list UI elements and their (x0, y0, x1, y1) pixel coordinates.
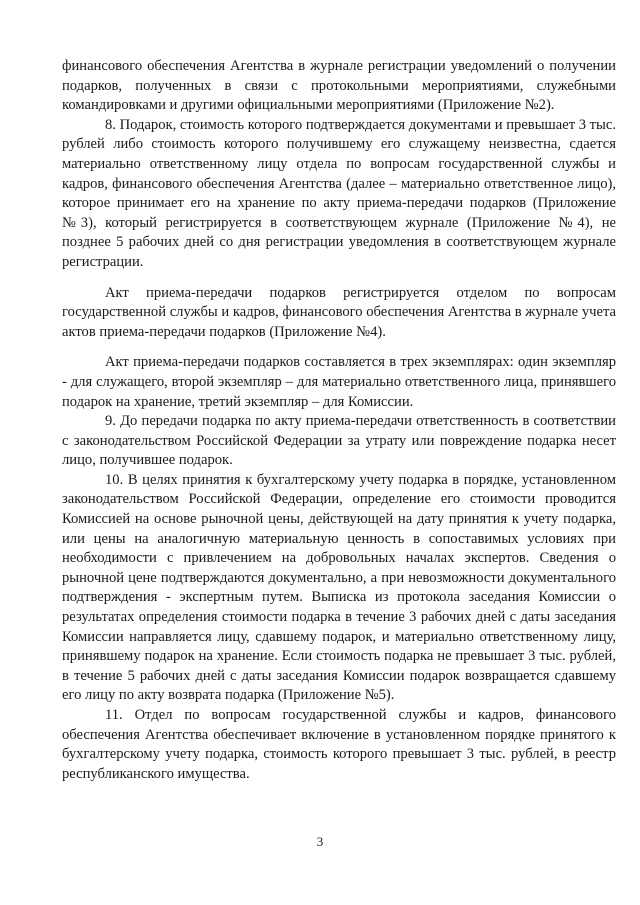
paragraph-item-11: 11. Отдел по вопросам государственной службы и кадров, финансового обеспечения Агентства обеспечивает включение в установленном порядке принятого к бухгалтерскому учету подарка, стоимость которого превышает 3 тыс. рублей, в реестр республиканского имущества. (62, 707, 616, 782)
document-body (62, 57, 616, 784)
page-number: 3 (316, 834, 324, 849)
paragraph-act-copies: Акт приема-передачи подарков составляется в трех экземплярах: один экземпляр - для служащего, второй экземпляр – для материально ответственного лица, принявшего подарок на хранение, третий экземпляр – для Комиссии. (62, 354, 616, 410)
paragraph-item-9: 9. До передачи подарка по акту приема-передачи ответственность в соответствии с законодательством Российской Федерации за утрату или повреждение подарка несет лицо, получившее подарок. (62, 413, 616, 469)
paragraph-continuation: финансового обеспечения Агентства в журнале регистрации уведомлений о получении подарков, полученных в связи с протокольными мероприятиями, служебными командировками и другими официальными мероприятиями (Приложение №2). (62, 58, 616, 114)
paragraph-item-8: 8. Подарок, стоимость которого подтверждается документами и превышает 3 тыс. рублей либо стоимость которого получившему его служащему неизвестна, сдается материально ответственному лицу отдела по вопросам государственной службы и кадров, финансового обеспечения Агентства (далее – материально ответственное лицо), которое принимает его на хранение по акту приема-передачи подарков (Приложение №3), который регистрируется в соответствующем журнале (Приложение №4), не позднее 5 рабочих дней со дня регистрации уведомления в соответствующем журнале регистрации. (62, 116, 616, 270)
paragraph-item-10: 10. В целях принятия к бухгалтерскому учету подарка в порядке, установленном законодательством Российской Федерации, определение его стоимости проводится Комиссией на основе рыночной цены, действующей на дату принятия к учету подарка, или цены на аналогичную материальную ценность в сопоставимых условиях при необходимости с привлечением на добровольных началах экспертов. Сведения о рыночной цене подтверждаются документально, а при невозможности документального подтверждения - экспертным путем. Выписка из протокола заседания Комиссии о результатах определения стоимости подарка в течение 3 рабочих дней с даты заседания Комиссии направляется лицу, сдавшему подарок, и материально ответственному лицу, принявшему подарок на хранение. Если стоимость подарка не превышает 3 тыс. рублей, в течение 5 рабочих дней с даты заседания Комиссии подарок возвращается сдавшему его лицу по акту возврата подарка (Приложение №5). (62, 471, 616, 704)
paragraph-act-registration: Акт приема-передачи подарков регистрируется отделом по вопросам государственной службы и кадров, финансового обеспечения Агентства в журнале учета актов приема-передачи подарков (Приложение №4). (62, 284, 616, 340)
